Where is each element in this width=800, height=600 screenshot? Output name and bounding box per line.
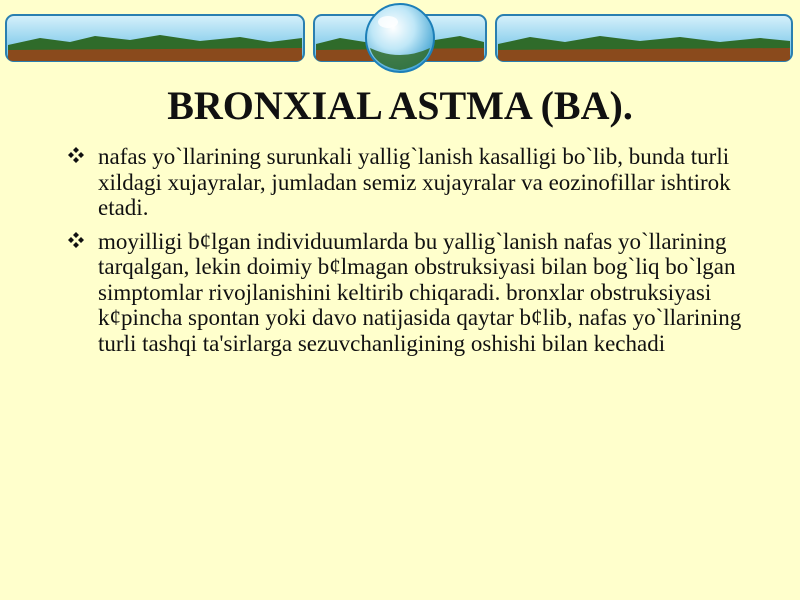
header-landscape-banner [0,0,800,80]
bullet-text: nafas yo`llarining surunkali yallig`lanish kasalligi bo`lib, bunda turli xildagi xujayralar, jumladan semiz xujayralar va eozinofillar ishtirok etadi. [98,144,731,220]
banner-panel-left [6,15,304,61]
diamond-bullet-icon [66,145,86,165]
diamond-bullet-icon [66,230,86,250]
globe-icon [366,4,434,72]
bullet-text: moyilligi b¢lgan individuumlarda bu yallig`lanish nafas yo`llarining tarqalgan, lekin doimiy b¢lmagan obstruksiyasi bilan bog`liq bo`lgan simptomlar rivojlanishini keltirib chiqaradi. bronxlar obstruksiyasi k¢pincha spontan yoki davo natijasida qaytar b¢lib, nafas yo`llarining turli tashqi ta'sirlarga sezuvchanligining oshishi bilan kechadi [98,228,742,356]
banner-panel-right [496,15,792,61]
list-item [66,144,756,221]
slide-title: BRONXIAL ASTMA (BA). [167,83,633,128]
list-item [66,229,756,357]
bullet-list [66,144,756,364]
